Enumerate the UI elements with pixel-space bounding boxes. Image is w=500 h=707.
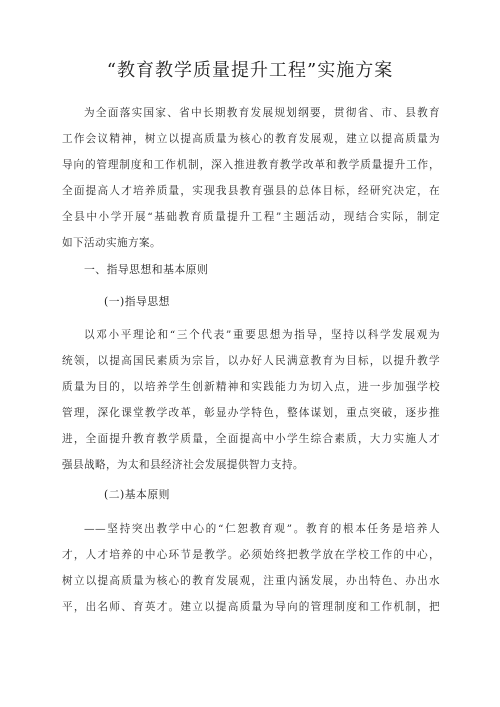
basic-principles-paragraph bbox=[62, 516, 440, 620]
subsection-heading: (一)指导思想 bbox=[104, 295, 170, 308]
intro-line: 全面提高人才培养质量，实现我县教育强县的总体目标，经研究决定，在 bbox=[62, 185, 440, 197]
paragraph-line: 质量为目的，以培养学生创新精神和实践能力为切入点，进一步加强学校 bbox=[62, 381, 440, 393]
paragraph-line: 强县战略，为太和县经济社会发展提供智力支持。 bbox=[62, 459, 304, 471]
intro-line: 为全面落实国家、省中长期教育发展规划纲要，贯彻省、市、县教育 bbox=[84, 107, 440, 119]
paragraph-line: 才，人才培养的中心环节是教学。必须始终把教学放在学校工作的中心， bbox=[62, 549, 440, 561]
intro-line: 如下活动实施方案。 bbox=[62, 237, 161, 249]
paragraph-line: 以邓小平理论和“三个代表”重要思想为指导，坚持以科学发展观为 bbox=[84, 329, 440, 341]
paragraph-line: 统领，以提高国民素质为宗旨，以办好人民满意教育为目标，以提升教学 bbox=[62, 355, 440, 367]
intro-line: 导向的管理制度和工作机制，深入推进教育教学改革和教学质量提升工作， bbox=[62, 159, 440, 171]
paragraph-line: 进，全面提升教育教学质量，全面提高中小学生综合素质，大力实施人才 bbox=[62, 433, 440, 445]
intro-paragraph bbox=[62, 100, 440, 256]
paragraph-line: 平，出名师、育英才。建立以提高质量为导向的管理制度和工作机制，把 bbox=[62, 601, 440, 613]
guiding-ideology-paragraph bbox=[62, 322, 440, 478]
section-heading: 一、指导思想和基本原则 bbox=[84, 263, 209, 276]
paragraph-line: ——坚持突出教学中心的“仁恕教育观”。教育的根本任务是培养人 bbox=[84, 523, 440, 535]
paragraph-line: 管理，深化课堂教学改革，彰显办学特色，整体谋划，重点突破，逐步推 bbox=[62, 407, 440, 419]
paragraph-line: 树立以提高质量为核心的教育发展观，注重内涵发展，办出特色、办出水 bbox=[62, 575, 440, 587]
document-title: “教育教学质量提升工程”实施方案 bbox=[106, 60, 394, 81]
subsection-heading: (二)基本原则 bbox=[104, 488, 170, 501]
intro-line: 全县中小学开展“基础教育质量提升工程”主题活动，现结合实际，制定 bbox=[62, 211, 440, 223]
intro-line: 工作会议精神，树立以提高质量为核心的教育发展观，建立以提高质量为 bbox=[62, 133, 440, 145]
